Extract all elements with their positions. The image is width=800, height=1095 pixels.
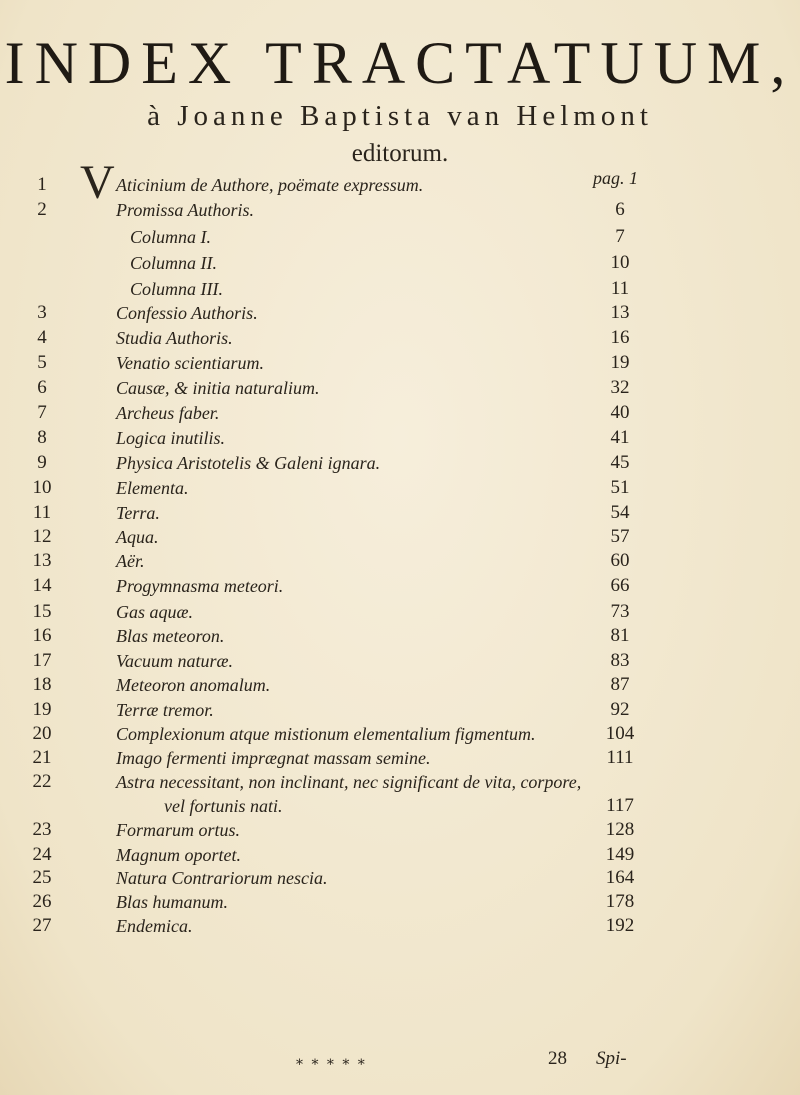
entry-page: 73 — [610, 601, 630, 622]
page-title: INDEX TRACTATUUM, — [4, 30, 796, 96]
entry-number: 18 — [32, 674, 52, 695]
entry-number: 13 — [32, 550, 52, 571]
entry-page: 40 — [610, 402, 630, 423]
entry-number: 9 — [37, 452, 47, 473]
index-row — [0, 525, 800, 549]
entry-title: Complexionum atque mistionum elementalium figmentum. — [116, 724, 536, 744]
index-row — [0, 351, 800, 375]
index-row — [0, 501, 800, 525]
entry-title: vel fortunis nati. — [164, 796, 283, 816]
entry-title: Terra. — [116, 503, 160, 523]
entry-number: 8 — [37, 427, 47, 448]
entry-number: 11 — [32, 502, 52, 523]
index-row — [0, 600, 800, 624]
entry-page: 81 — [610, 625, 630, 646]
signature-number: 28 — [548, 1048, 567, 1069]
entry-number: 5 — [37, 352, 47, 373]
entry-page: 104 — [605, 723, 635, 744]
entry-number: 16 — [32, 625, 52, 646]
entry-number: 17 — [32, 650, 52, 671]
entry-number: 27 — [32, 915, 52, 936]
entry-title: Gas aquæ. — [116, 602, 194, 622]
entry-title: Magnum oportet. — [116, 845, 241, 865]
entry-title: Confessio Authoris. — [116, 303, 258, 323]
entry-number: 2 — [37, 199, 47, 220]
entry-title: Physica Aristotelis & Galeni ignara. — [116, 453, 381, 473]
entry-number: 12 — [32, 526, 52, 547]
entry-number: 24 — [32, 844, 52, 865]
index-row — [0, 198, 800, 222]
entry-page: 83 — [610, 650, 630, 671]
editorum-line: editorum. — [351, 140, 449, 167]
entry-title: Columna II. — [130, 253, 217, 273]
index-row — [0, 326, 800, 350]
index-row — [0, 890, 800, 914]
index-row — [0, 649, 800, 673]
index-row — [0, 549, 800, 573]
drop-capital: V — [80, 156, 115, 209]
entry-page: 13 — [610, 302, 630, 323]
index-row — [0, 225, 800, 249]
entry-number: 19 — [32, 699, 52, 720]
entry-title: Aër. — [116, 551, 145, 571]
entry-title: Meteoron anomalum. — [116, 675, 271, 695]
entry-title: Vacuum naturæ. — [116, 651, 233, 671]
entry-page: 16 — [610, 327, 630, 348]
entry-title: Endemica. — [116, 916, 193, 936]
index-row — [0, 673, 800, 697]
index-row — [0, 426, 800, 450]
page-label: pag. 1 — [593, 168, 638, 188]
index-row — [0, 451, 800, 475]
entry-page: 51 — [610, 477, 630, 498]
entry-title: Blas meteoron. — [116, 626, 225, 646]
entry-title: Terræ tremor. — [116, 700, 214, 720]
index-row — [0, 746, 800, 770]
entry-number: 21 — [32, 747, 52, 768]
entry-page: 192 — [605, 915, 635, 936]
entry-title: Astra necessitant, non inclinant, nec significant de vita, corpore, — [116, 772, 582, 792]
entry-number: 20 — [32, 723, 52, 744]
entry-page: 60 — [610, 550, 630, 571]
index-row — [0, 843, 800, 867]
index-row — [0, 301, 800, 325]
entry-title: Formarum ortus. — [116, 820, 241, 840]
entry-title: Imago fermenti imprægnat massam semine. — [116, 748, 431, 768]
entry-page: 32 — [610, 377, 630, 398]
catchword: Spi- — [596, 1048, 627, 1069]
entry-title: Aqua. — [116, 527, 159, 547]
entry-number: 22 — [32, 771, 52, 792]
entry-page: 6 — [615, 199, 625, 220]
index-row — [0, 476, 800, 500]
author-line: à Joanne Baptista van Helmont — [147, 100, 653, 132]
entry-title: Venatio scientiarum. — [116, 353, 264, 373]
entry-page: 178 — [605, 891, 635, 912]
index-row — [0, 722, 800, 746]
entry-number: 4 — [37, 327, 47, 348]
entry-page: 117 — [606, 795, 634, 816]
index-row — [0, 376, 800, 400]
entry-title: Columna I. — [130, 227, 211, 247]
entry-number: 6 — [37, 377, 47, 398]
index-row — [0, 173, 800, 197]
entry-page: 66 — [610, 575, 630, 596]
entry-page: 111 — [606, 747, 634, 768]
entry-number: 15 — [32, 601, 52, 622]
entry-number: 1 — [37, 174, 47, 195]
entry-number: 23 — [32, 819, 52, 840]
index-row — [0, 624, 800, 648]
entry-page: 45 — [610, 452, 630, 473]
entry-page: 149 — [605, 844, 635, 865]
entry-number: 25 — [32, 867, 52, 888]
index-row — [0, 251, 800, 275]
entry-page: 11 — [610, 278, 630, 299]
entry-number: 26 — [32, 891, 52, 912]
index-row — [0, 277, 800, 301]
index-row — [0, 818, 800, 842]
index-row — [0, 698, 800, 722]
entry-title: Studia Authoris. — [116, 328, 233, 348]
index-row — [0, 770, 800, 794]
entry-number: 3 — [37, 302, 47, 323]
entry-page: 54 — [610, 502, 630, 523]
entry-title: Elementa. — [116, 478, 189, 498]
entry-number: 14 — [32, 575, 52, 596]
entry-page: 10 — [610, 252, 630, 273]
entry-page: 87 — [610, 674, 630, 695]
entry-page: 19 — [610, 352, 630, 373]
entry-page: 41 — [610, 427, 630, 448]
entry-title: Progymnasma meteori. — [116, 576, 284, 596]
entry-title: Promissa Authoris. — [116, 200, 255, 220]
entry-title: Causæ, & initia naturalium. — [116, 378, 320, 398]
entry-page: 164 — [605, 867, 635, 888]
entry-number: 7 — [37, 402, 47, 423]
entry-title: Natura Contrariorum nescia. — [116, 868, 328, 888]
entry-title: Logica inutilis. — [116, 428, 226, 448]
ornament-stars: * * * * * — [296, 1057, 367, 1073]
entry-title: Blas humanum. — [116, 892, 228, 912]
entry-page: 92 — [610, 699, 630, 720]
entry-page: 128 — [605, 819, 635, 840]
entry-page: 57 — [610, 526, 630, 547]
index-row — [0, 866, 800, 890]
entry-title: Columna III. — [130, 279, 223, 299]
entry-title: Archeus faber. — [116, 403, 220, 423]
index-row — [0, 914, 800, 938]
index-row — [0, 794, 800, 818]
index-row — [0, 574, 800, 598]
entry-page: 7 — [615, 226, 625, 247]
index-row — [0, 401, 800, 425]
entry-number: 10 — [32, 477, 52, 498]
entry-title: Aticinium de Authore, poëmate expressum. — [116, 175, 424, 195]
